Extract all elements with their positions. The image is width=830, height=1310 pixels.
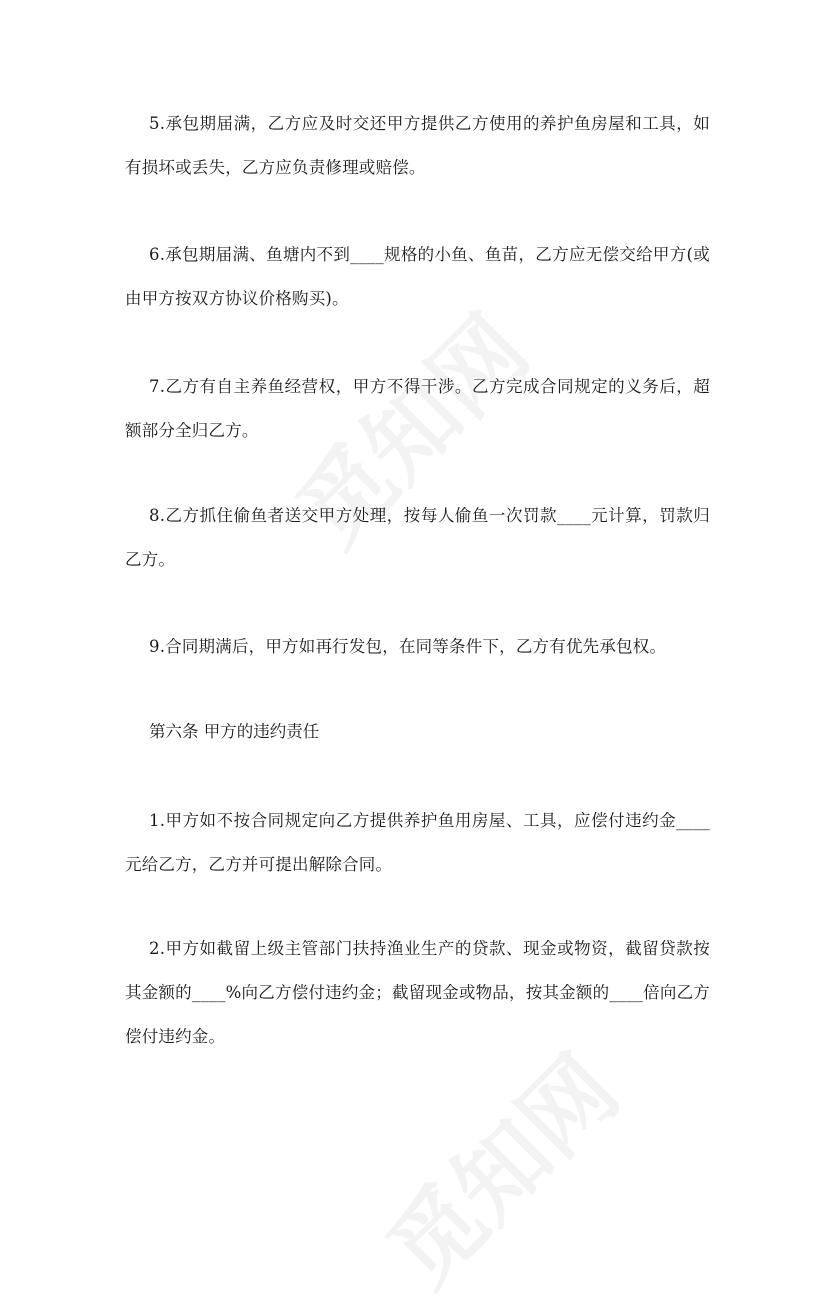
clause-item-8: 8.乙方抓住偷鱼者送交甲方处理，按每人偷鱼一次罚款____元计算，罚款归乙方。: [125, 506, 710, 569]
section-heading: 第六条 甲方的违约责任: [149, 722, 320, 741]
clause-item-5: 5.承包期届满，乙方应及时交还甲方提供乙方使用的养护鱼房屋和工具，如有损坏或丢失，乙方应负责修理或赔偿。: [125, 114, 710, 177]
watermark: [354, 1022, 643, 1310]
clause-item-6: 6.承包期届满、鱼塘内不到____规格的小鱼、鱼苗，乙方应无偿交给甲方(或由甲方按双方协议价格购买)。: [125, 245, 710, 308]
section-item-1: 1.甲方如不按合同规定向乙方提供养护鱼用房屋、工具，应偿付违约金____元给乙方，乙方并可提出解除合同。: [125, 811, 710, 874]
clause-item-9: 9.合同期满后，甲方如再行发包，在同等条件下，乙方有优先承包权。: [149, 637, 667, 656]
clause-item-7: 7.乙方有自主养鱼经营权，甲方不得干涉。乙方完成合同规定的义务后，超额部分全归乙方。: [125, 377, 710, 440]
section-item-2: 2.甲方如截留上级主管部门扶持渔业生产的贷款、现金或物资，截留贷款按其金额的____%向乙方偿付违约金；截留现金或物品，按其金额的____倍向乙方偿付违约金。: [125, 939, 710, 1046]
